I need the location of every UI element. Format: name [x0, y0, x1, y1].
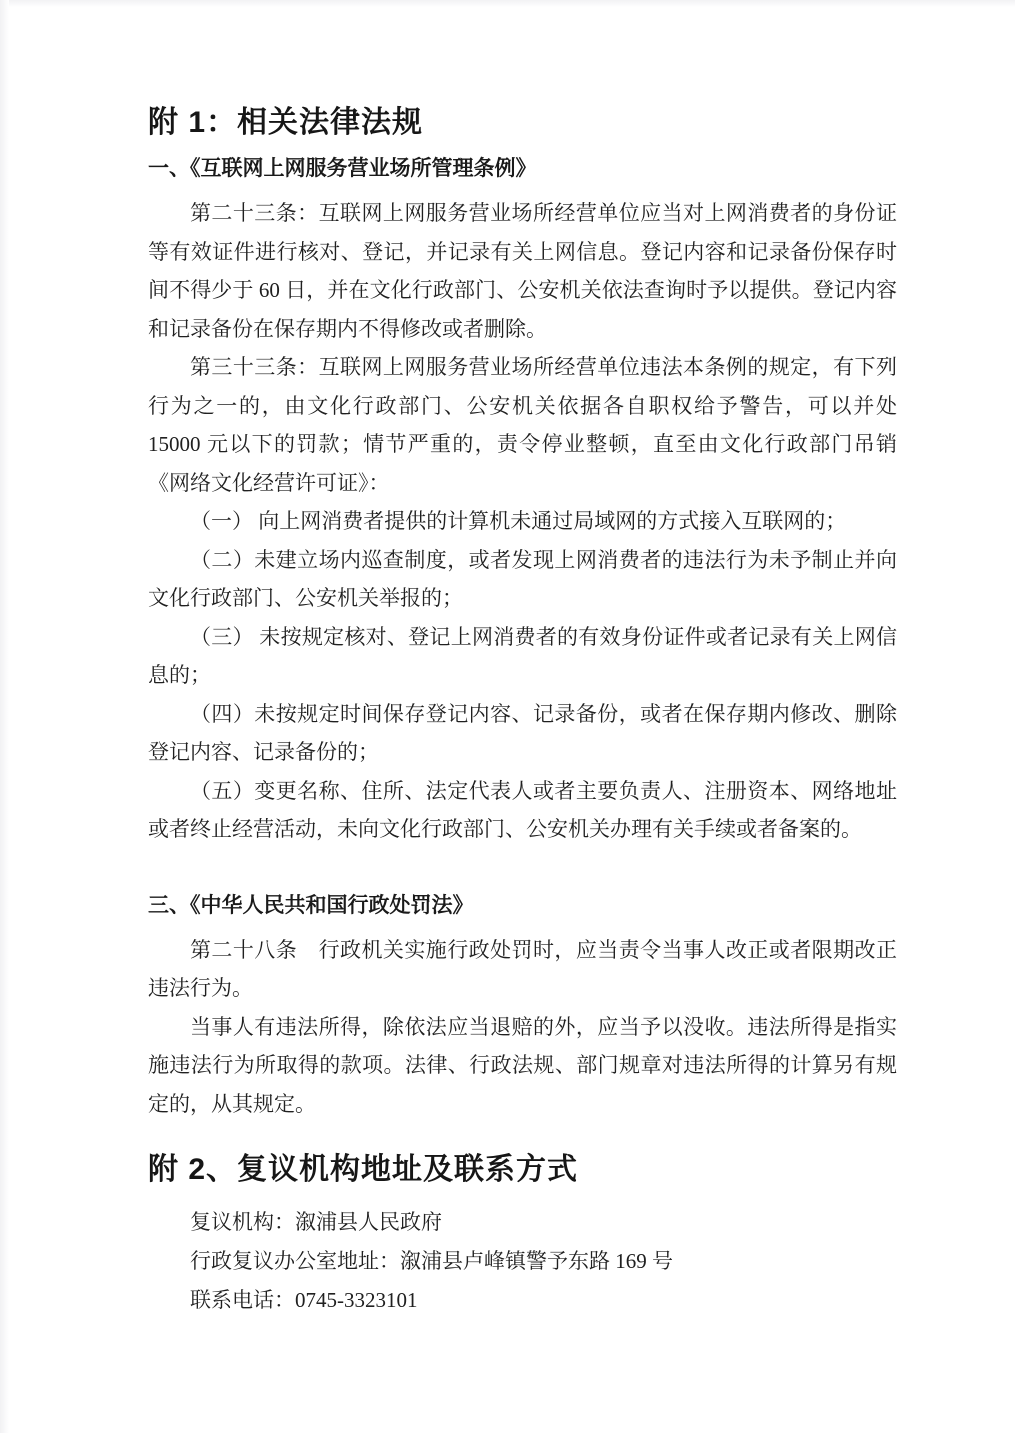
- article-23-paragraph: 第二十三条：互联网上网服务营业场所经营单位应当对上网消费者的身份证等有效证件进行核对、登记，并记录有关上网信息。登记内容和记录备份保存时间不得少于 60 日，并在文化行政部门、公安机关依法查询时予以提供。登记内容和记录备份在保存期内不得修改或者删除。: [148, 201, 897, 341]
- attachment2-title: 附 2、复议机构地址及联系方式: [148, 1153, 579, 1186]
- law3-heading: 三、《中华人民共和国行政处罚法》: [148, 893, 474, 917]
- article-33-item-1: （一） 向上网消费者提供的计算机未通过局域网的方式接入互联网的；: [190, 509, 847, 533]
- article-33-item-3: （三） 未按规定核对、登记上网消费者的有效身份证件或者记录有关上网信息的；: [148, 624, 897, 687]
- review-office-address-line: 行政复议办公室地址：溆浦县卢峰镇警予东路 169 号: [190, 1249, 673, 1273]
- illegal-gains-paragraph: 当事人有违法所得，除依法应当退赔的外，应当予以没收。违法所得是指实施违法行为所取得的款项。法律、行政法规、部门规章对违法所得的计算另有规定的，从其规定。: [148, 1014, 897, 1116]
- article-33-item-5: （五）变更名称、住所、法定代表人或者主要负责人、注册资本、网络地址或者终止经营活动，未向文化行政部门、公安机关办理有关手续或者备案的。: [148, 778, 897, 841]
- attachment1-title: 附 1：相关法律法规: [148, 106, 424, 139]
- contact-phone-line: 联系电话：0745-3323101: [190, 1288, 418, 1312]
- article-33-item-2: （二）未建立场内巡查制度，或者发现上网消费者的违法行为未予制止并向文化行政部门、公安机关举报的；: [148, 547, 897, 610]
- article-33-paragraph: 第三十三条：互联网上网服务营业场所经营单位违法本条例的规定，有下列行为之一的，由文化行政部门、公安机关依据各自职权给予警告，可以并处 15000 元以下的罚款；情节严重的，责令停业整顿，直至由文化行政部门吊销《网络文化经营许可证》：: [148, 355, 897, 495]
- article-33-item-4: （四）未按规定时间保存登记内容、记录备份，或者在保存期内修改、删除登记内容、记录备份的；: [148, 701, 897, 764]
- review-organ-line: 复议机构：溆浦县人民政府: [190, 1210, 442, 1234]
- law1-heading: 一、《互联网上网服务营业场所管理条例》: [148, 157, 537, 180]
- article-28-paragraph: 第二十八条 行政机关实施行政处罚时，应当责令当事人改正或者限期改正违法行为。: [148, 937, 897, 1000]
